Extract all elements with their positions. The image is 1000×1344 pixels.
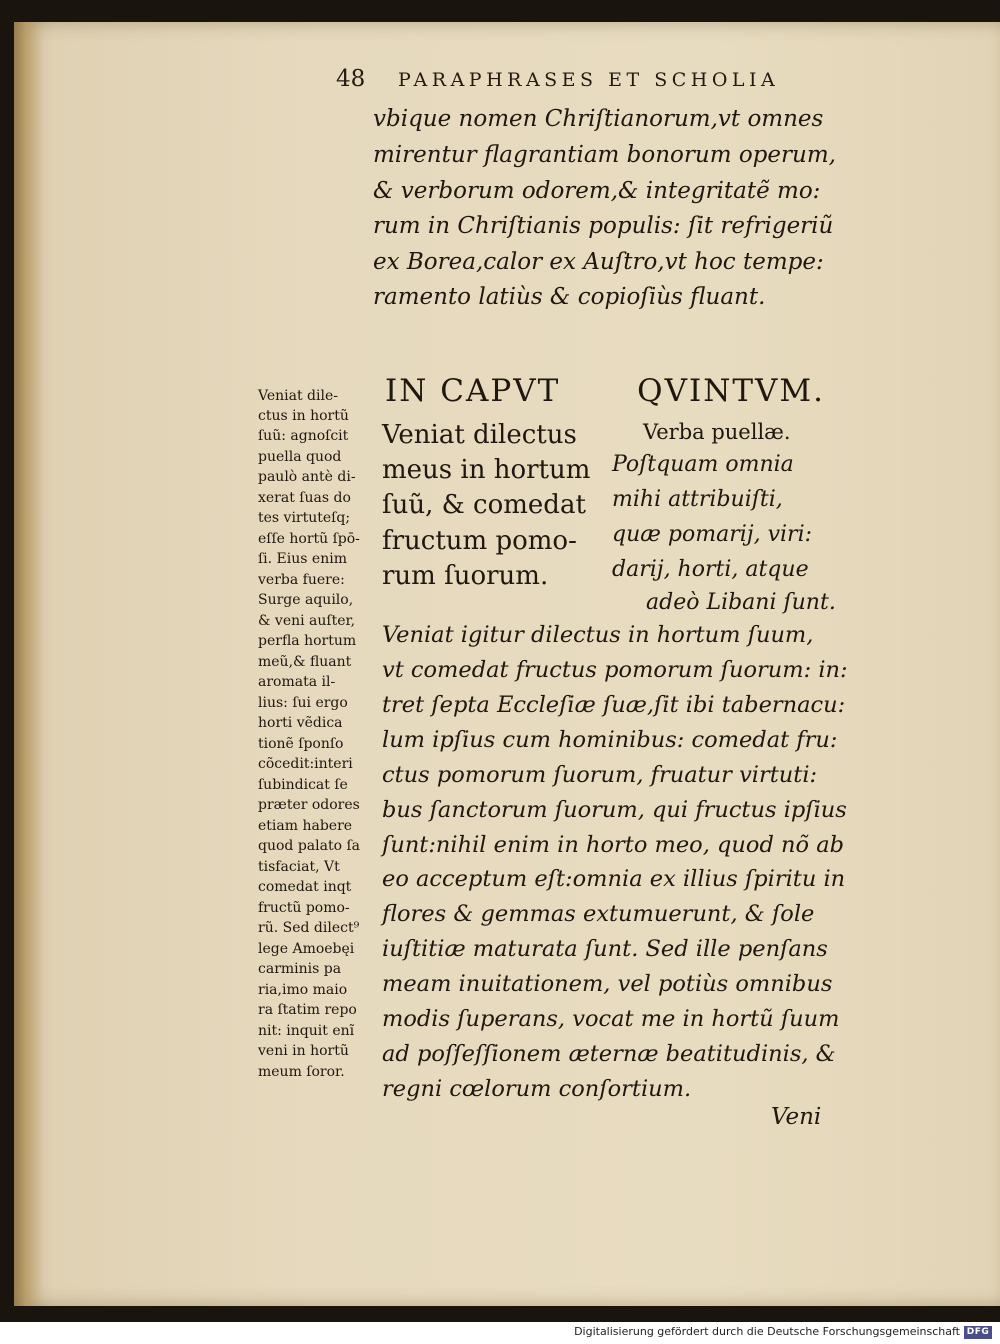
text-line: ſunt:nihil enim in horto meo, quod nõ ab	[382, 832, 845, 858]
paraphrase-line: Poſtquam omnia	[612, 452, 794, 477]
verse-line: rum ſuorum.	[382, 561, 549, 591]
margin-line: ſubindicat ſe	[258, 777, 348, 793]
text-line: ramento latiùs & copioſiùs fluant.	[373, 284, 766, 310]
margin-line: horti vẽdica	[258, 715, 343, 731]
paraphrase-line: darij, horti, atque	[612, 557, 809, 582]
margin-line: puella quod	[258, 449, 342, 465]
text-line: rum in Chriſtianis populis: ſit refrigeriũ	[373, 213, 834, 239]
margin-line: quod palato ſa	[258, 838, 360, 854]
verse-line: meus in hortum	[382, 455, 591, 485]
margin-line: xerat ſuas do	[258, 490, 351, 506]
paraphrase-line: adeò Libani ſunt.	[646, 590, 836, 615]
page-number: 48	[336, 66, 366, 92]
text-line: tret ſepta Eccleſiæ ſuæ,ſit ibi tabernacu:	[382, 692, 846, 718]
speaker-label: Verba puellæ.	[643, 420, 791, 444]
dfg-logo[interactable]: DFG	[964, 1326, 992, 1339]
text-line: vt comedat fructus pomorum ſuorum: in:	[382, 657, 848, 683]
verse-line: Veniat dilectus	[382, 420, 577, 450]
verse-line: ſuũ, & comedat	[382, 490, 586, 520]
margin-line: nit: inquit enĩ	[258, 1023, 355, 1039]
margin-line: lege Amoebęi	[258, 941, 355, 957]
catchword: Veni	[771, 1104, 822, 1130]
margin-line: ria,imo maio	[258, 982, 348, 998]
margin-line: ſi. Eius enim	[258, 551, 347, 567]
margin-line: aromata il-	[258, 674, 336, 690]
margin-line: Surge aquilo,	[258, 592, 354, 608]
margin-line: ctus in hortũ	[258, 408, 349, 424]
text-line: mirentur flagrantiam bonorum operum,	[373, 142, 836, 168]
margin-line: tes virtuteſq;	[258, 510, 351, 526]
footer-bar	[0, 1322, 1000, 1344]
margin-line: paulò antè di-	[258, 469, 356, 485]
running-head	[336, 66, 820, 96]
running-title: PARAPHRASES ET SCHOLIA	[398, 69, 780, 91]
text-line: eo acceptum eſt:omnia ex illius ſpiritu in	[382, 866, 846, 892]
margin-line: tisfaciat, Vt	[258, 859, 340, 875]
text-line: lum ipſius cum hominibus: comedat fru:	[382, 727, 838, 753]
paraphrase-line: mihi attribuiſti,	[612, 487, 783, 512]
margin-line: Veniat dile-	[258, 388, 338, 404]
text-line: modis ſuperans, vocat me in hortũ ſuum	[382, 1006, 840, 1032]
text-line: regni cœlorum conſortium.	[382, 1076, 692, 1102]
margin-line: lius: ſui ergo	[258, 695, 348, 711]
margin-line: carminis pa	[258, 961, 342, 977]
verse-line: fructum pomo-	[382, 526, 577, 556]
text-line: flores & gemmas extumuerunt, & ſole	[382, 901, 815, 927]
text-line: ad poſſeſſionem æternæ beatitudinis, &	[382, 1041, 836, 1067]
margin-line: meũ,& fluant	[258, 654, 352, 670]
text-line: ex Borea,calor ex Auſtro,vt hoc tempe:	[373, 249, 824, 275]
chapter-heading	[385, 373, 825, 409]
text-line: vbique nomen Chriſtianorum,vt omnes	[373, 106, 824, 132]
margin-line: fructũ pomo-	[258, 900, 350, 916]
chapter-heading-part: QVINTVM.	[637, 373, 825, 409]
margin-line: rũ. Sed dilect⁹	[258, 920, 360, 936]
paraphrase-line: quæ pomarij, viri:	[612, 522, 813, 547]
margin-line: verba fuere:	[258, 572, 345, 588]
text-line: ctus pomorum ſuorum, fruatur virtuti:	[382, 762, 818, 788]
margin-line: etiam habere	[258, 818, 353, 834]
text-line: meam inuitationem, vel potiùs omnibus	[382, 971, 833, 997]
margin-line: præter odores	[258, 797, 360, 813]
margin-line: tionẽ ſponſo	[258, 736, 344, 752]
margin-line: veni in hortũ	[258, 1043, 349, 1059]
page-binding-edge	[14, 22, 44, 1306]
margin-line: perfla hortum	[258, 633, 357, 649]
margin-line: comedat inqt	[258, 879, 352, 895]
text-line: iuſtitiæ maturata ſunt. Sed ille penſans	[382, 936, 828, 962]
margin-line: cõcedit:interi	[258, 756, 353, 772]
text-line: Veniat igitur dilectus in hortum ſuum,	[382, 622, 814, 648]
text-line: & verborum odorem,& integritatẽ mo:	[373, 178, 821, 204]
margin-line: ra ſtatim repo	[258, 1002, 357, 1018]
text-line: bus ſanctorum ſuorum, qui fructus ipſius	[382, 797, 847, 823]
chapter-heading-part: IN CAPVT	[385, 373, 561, 409]
margin-line: & veni auſter,	[258, 613, 356, 629]
margin-line: eſſe hortũ ſpō-	[258, 531, 360, 547]
margin-line: meum ſoror.	[258, 1064, 345, 1080]
funding-credit: Digitalisierung gefördert durch die Deutsche Forschungsgemeinschaft	[574, 1325, 960, 1338]
margin-line: ſuũ: agnoſcit	[258, 428, 349, 444]
